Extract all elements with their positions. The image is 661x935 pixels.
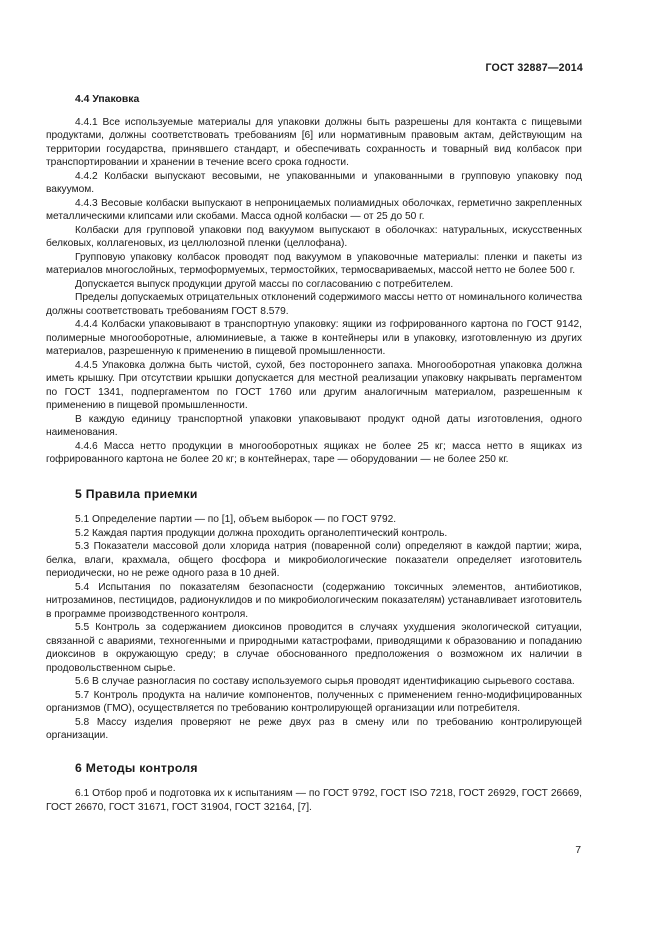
section-heading-5: 5 Правила приемки: [75, 486, 198, 501]
paragraph: Колбаски для групповой упаковки под вакуумом выпускают в оболочках: натуральных, искусственных белковых, коллагеновых, из целлюлозной пленки (целлофана).: [46, 224, 582, 249]
paragraph: 5.7 Контроль продукта на наличие компонентов, полученных с применением генно-модифицированных организмов (ГМО), осуществляется по требованию контролирующей организации или потребителя.: [46, 689, 582, 714]
paragraph: 4.4.2 Колбаски выпускают весовыми, не упакованными и упакованными в групповую упаковку под вакуумом.: [46, 170, 582, 195]
paragraph: 6.1 Отбор проб и подготовка их к испытаниям — по ГОСТ 9792, ГОСТ ISO 7218, ГОСТ 26929, ГОСТ 26669, ГОСТ 26670, ГОСТ 31671, ГОСТ 31904, ГОСТ 32164, [7].: [46, 788, 582, 813]
paragraph: Допускается выпуск продукции другой массы по согласованию с потребителем.: [75, 278, 454, 290]
paragraph: 5.2 Каждая партия продукции должна проходить органолептический контроль.: [75, 527, 448, 539]
paragraph: 4.4.4 Колбаски упаковывают в транспортную упаковку: ящики из гофрированного картона по ГОСТ 9142, полимерные многооборотные, алюминиевые, а также в контейнеры или в упаковку, изготовленную из других материалов, разрешенную к применению в пищевой промышленности.: [46, 319, 582, 357]
paragraph: 5.6 В случае разногласия по составу используемого сырья проводят идентификацию сырьевого состава.: [75, 676, 575, 687]
paragraph: 5.8 Массу изделия проверяют не реже двух раз в смену или по требованию контролирующей организации.: [46, 716, 582, 741]
standard-code: ГОСТ 32887—2014: [485, 62, 583, 74]
paragraph: 5.3 Показатели массовой доли хлорида натрия (поваренной соли) определяют в каждой партии; жира, белка, влаги, крахмала, общего фосфора и микробиологические показатели определяет изготовитель периодически, но не реже одного раза в 10 дней.: [46, 541, 582, 579]
paragraph: 5.5 Контроль за содержанием диоксинов проводится в случаях ухудшения экологической ситуации, связанной с авариями, техногенными и природными катастрофами, приводящими к образованию и попаданию диоксинов в окружающую среду; в случае обоснованного предположения о возможном их наличии в продовольственном сырье.: [46, 622, 582, 674]
section-heading-6: 6 Методы контроля: [75, 760, 198, 775]
paragraph: 5.4 Испытания по показателям безопасности (содержанию токсичных элементов, антибиотиков, нитрозаминов, пестицидов, радионуклидов и по микробиологическим показателям) устанавливает изготовитель в программе производственного контроля.: [46, 581, 582, 620]
paragraph: 4.4.5 Упаковка должна быть чистой, сухой, без постороннего запаха. Многооборотная упаковка должна иметь крышку. При отсутствии крышки допускается для местной реализации упаковку накрывать пергаментом по ГОСТ 1341, подпергаментом по ГОСТ 1760 или другим аналогичным материалом, разрешенным к применению в пищевой промышленности.: [46, 359, 582, 411]
paragraph: Пределы допускаемых отрицательных отклонений содержимого массы нетто от номинального количества должны соответствовать требованиям ГОСТ 8.579.: [46, 292, 582, 317]
paragraph: 5.1 Определение партии — по [1], объем выборок — по ГОСТ 9792.: [75, 514, 397, 525]
paragraph: 4.4.3 Весовые колбаски выпускают в непроницаемых полиамидных оболочках, герметично закрепленных металлическими клипсами или скобами. Масса одной колбаски — от 25 до 50 г.: [46, 197, 582, 222]
paragraph: Групповую упаковку колбасок проводят под вакуумом в упаковочные материалы: пленки и пакеты из материалов многослойных, термоформуемых, термостойких, термосвариваемых, массой нетто не более 500 г.: [46, 251, 582, 276]
paragraph: В каждую единицу транспортной упаковки упаковывают продукт одной даты изготовления, одного наименования.: [46, 413, 582, 438]
document-body: [46, 88, 582, 814]
paragraph: 4.4.6 Масса нетто продукции в многооборотных ящиках не более 25 кг; масса нетто в ящиках из гофрированного картона не более 20 кг; в контейнерах, таре — оборудовании — не более 250 кг.: [46, 440, 582, 465]
section-heading-4-4: 4.4 Упаковка: [75, 94, 140, 105]
paragraph: 4.4.1 Все используемые материалы для упаковки должны быть разрешены для контакта с пищевыми продуктами, должны соответствовать требованиям [6] или нормативным правовым актам, действующим на территории государства, принявшего стандарт, и обеспечивать сохранность и товарный вид колбасок при транспортировании и хранении в течение всего срока годности.: [46, 116, 582, 168]
page-number: 7: [575, 845, 581, 856]
